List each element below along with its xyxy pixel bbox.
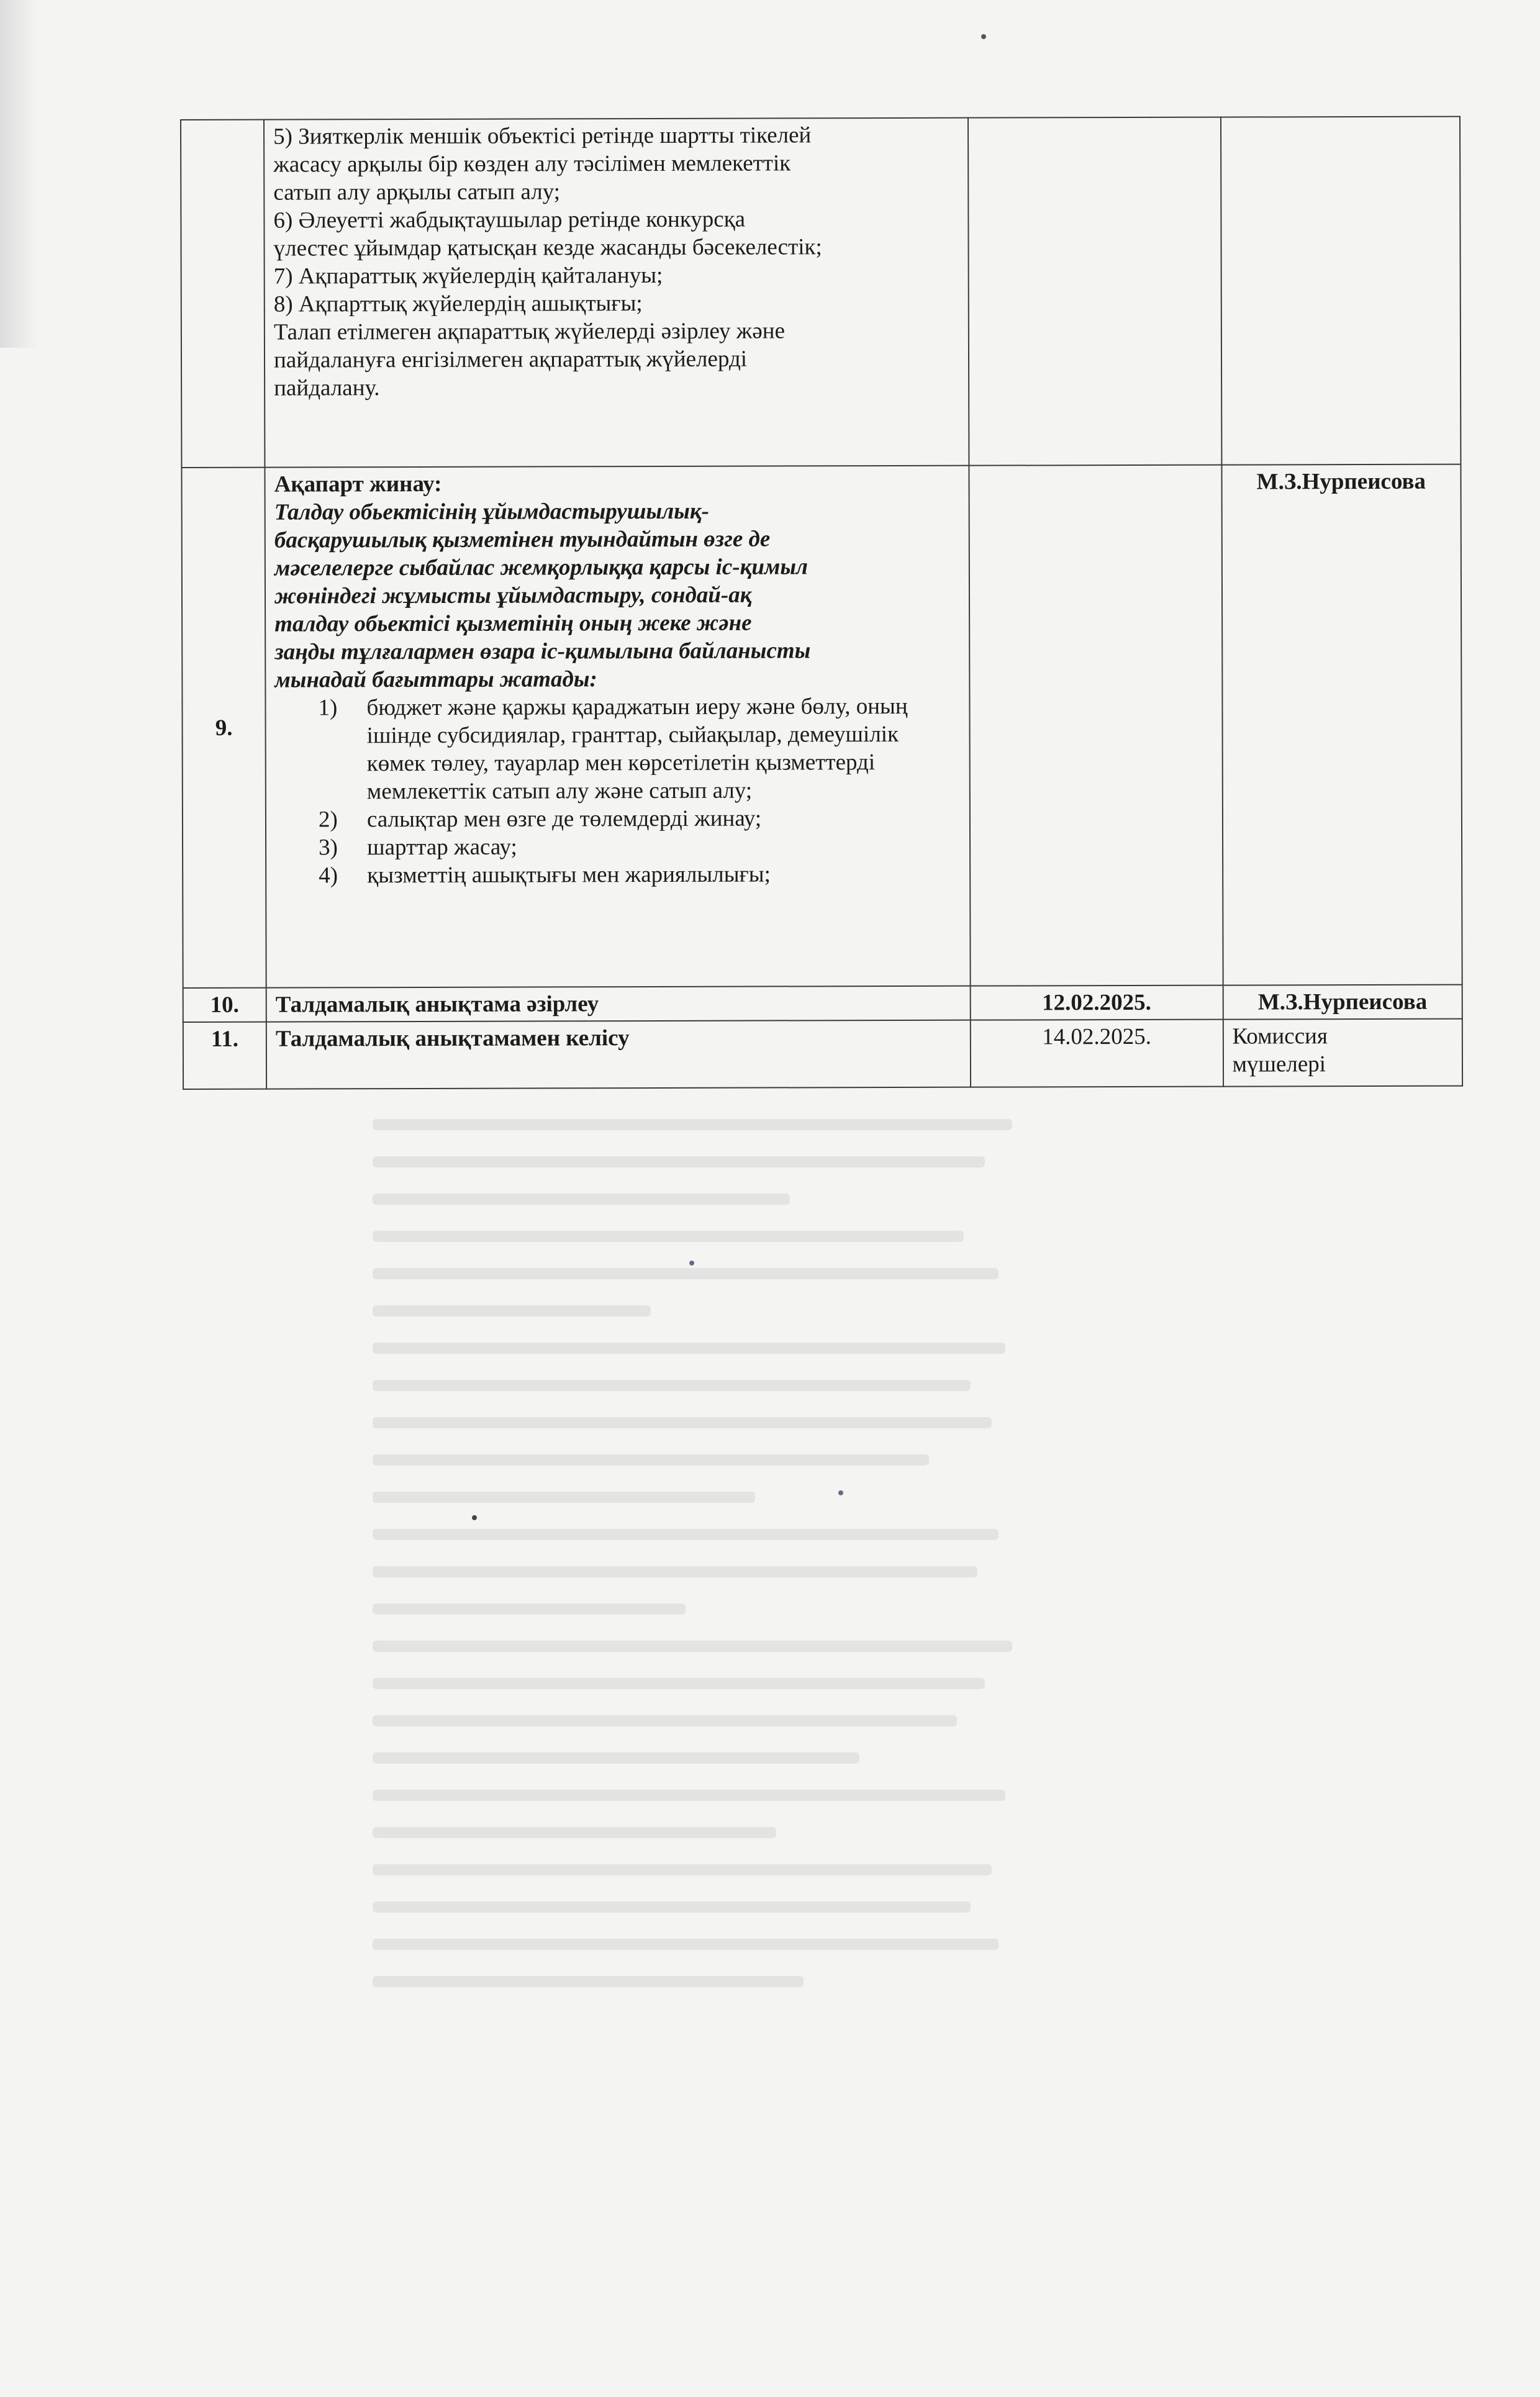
task-line: 7) Ақпараттық жүйелердің қайталануы; [273, 262, 663, 289]
task-line: мәселелерге сыбайлас жемқорлыққа қарсы іс-қимыл [274, 554, 808, 581]
list-item-text: қызметтің ашықтығы мен жариялылығы; [367, 861, 771, 889]
task-line: Талдау обьектісінің ұйымдастырушылық- [274, 498, 709, 525]
date-cell: 12.02.2025. [971, 986, 1223, 1020]
responsible-line: Комиссия [1232, 1023, 1328, 1049]
direction-list [274, 692, 961, 890]
responsible-cell [1221, 117, 1461, 465]
list-item [275, 860, 961, 890]
task-line: мынадай бағыттары жатады: [274, 666, 597, 693]
bleed-through-text [373, 1093, 1068, 2397]
responsible-cell: М.З.Нурпеисова [1221, 464, 1462, 986]
task-cell: Талдамалық анықтамамен келісу [266, 1020, 971, 1089]
task-cell [264, 118, 969, 468]
table-row [183, 985, 1462, 1022]
scan-edge-shadow [0, 0, 37, 348]
task-line: үлестес ұйымдар қатысқан кезде жасанды бәсекелестік; [273, 234, 822, 261]
row-number-cell: 10. [183, 988, 266, 1022]
list-item-text: бюджет және қаржы қараджатын иеру және бөлу, оның ішінде субсидиялар, гранттар, сыйақылар, демеушілік көмек төлеу, тауарлар мен көрсетілетін қызметтерді мемлекеттік сатып алу және сатып алу; [366, 693, 908, 805]
date-cell [968, 117, 1221, 466]
list-item [275, 832, 961, 862]
date-cell: 14.02.2025. [971, 1020, 1223, 1087]
scan-speck [472, 1515, 477, 1520]
task-line: жасасу арқылы бір көзден алу тәсілімен мемлекеттік [273, 150, 791, 178]
table-row [183, 1019, 1462, 1089]
list-item-number: 1) [318, 695, 338, 721]
responsible-line: мүшелері [1232, 1051, 1326, 1077]
task-line: сатып алу арқылы сатып алу; [273, 179, 561, 206]
date-cell [969, 465, 1223, 986]
row-number-cell: 9. [181, 468, 266, 988]
list-item-text: шарттар жасау; [367, 834, 517, 861]
plan-table [180, 116, 1463, 1090]
task-line: пайдалану. [274, 375, 380, 401]
row-number-cell [181, 120, 265, 468]
list-item [275, 804, 961, 834]
scan-speck [981, 34, 986, 39]
task-line: талдау обьектісі қызметінің оның жеке және [274, 610, 752, 637]
task-line: басқарушылық қызметінен туындайтын өзге де [274, 526, 771, 553]
list-item-number: 4) [319, 863, 338, 889]
list-item [274, 692, 960, 806]
table-row [181, 117, 1461, 468]
list-item-text: салықтар мен өзге де төлемдерді жинау; [366, 805, 762, 833]
list-item-number: 2) [318, 807, 338, 833]
task-line: пайдалануға енгізілмеген ақпараттық жүйелерді [274, 346, 748, 373]
scan-speck [689, 1261, 694, 1266]
table-row [181, 464, 1462, 988]
scan-speck [838, 1490, 843, 1495]
task-line: заңды тұлғалармен өзара іс-қимылына байланысты [274, 638, 811, 665]
responsible-cell [1223, 1019, 1462, 1087]
task-line: 8) Ақпарттық жүйелердің ашықтығы; [273, 291, 643, 317]
task-line: Талап етілмеген ақпараттық жүйелерді әзірлеу және [273, 318, 786, 345]
task-line: 6) Әлеуетті жабдықтаушылар ретінде конкурсқа [273, 206, 746, 233]
row-number-cell: 11. [183, 1022, 266, 1089]
list-item-number: 3) [319, 835, 338, 861]
task-line: 5) Зияткерлік меншік объектісі ретінде шартты тікелей [273, 122, 812, 150]
task-line: жөніндегі жұмысты ұйымдастыру, сондай-ақ [274, 582, 752, 609]
responsible-cell: М.З.Нурпеисова [1223, 985, 1462, 1020]
task-heading: Ақапарт жинау: [274, 471, 442, 497]
task-cell: Талдамалық анықтама әзірлеу [266, 986, 971, 1022]
task-cell [265, 466, 971, 988]
